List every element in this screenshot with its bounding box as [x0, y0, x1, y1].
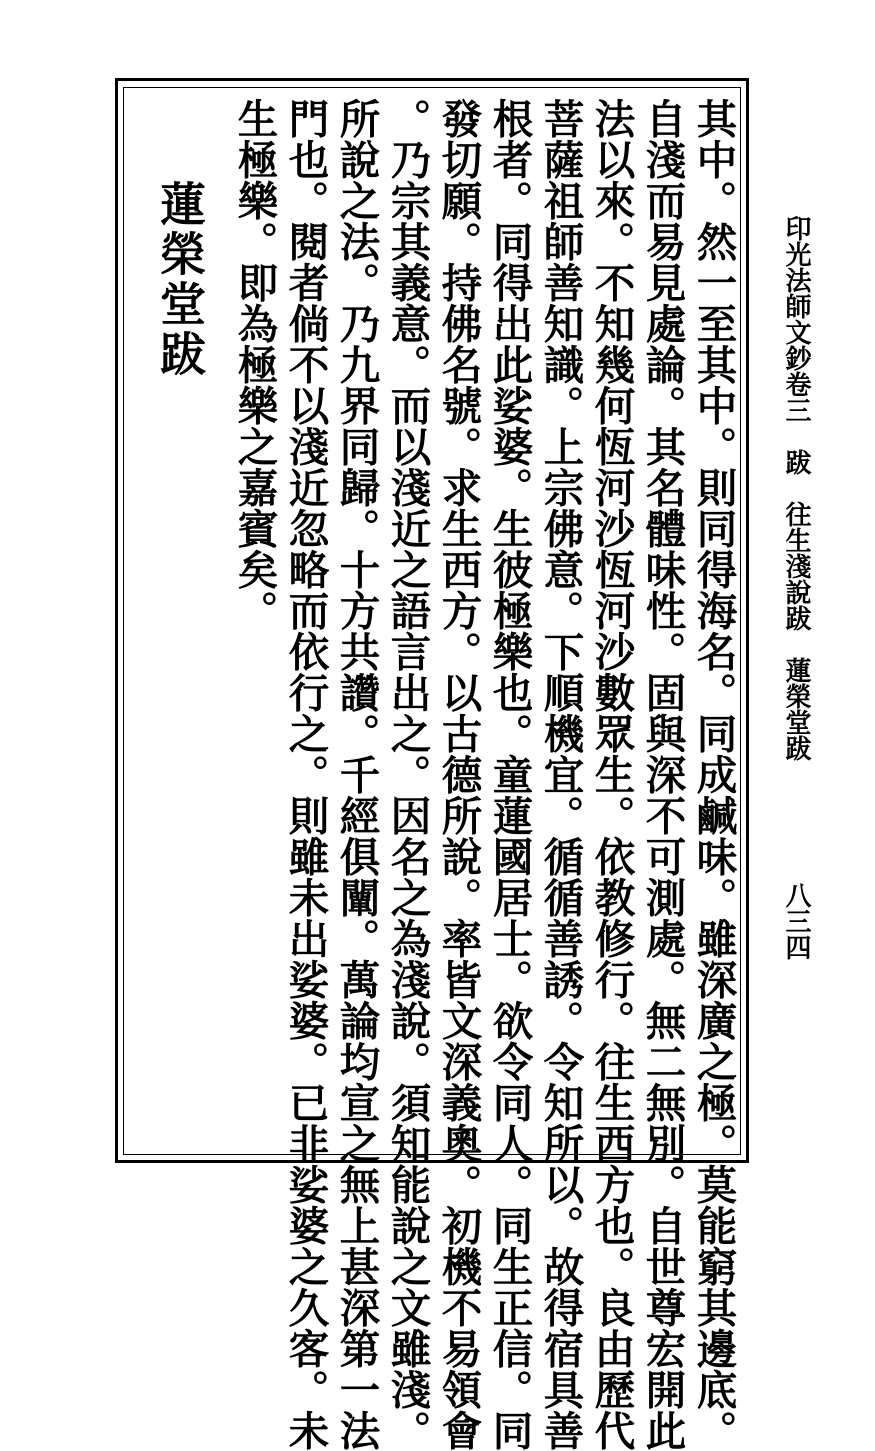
running-head	[775, 215, 809, 761]
running-head-item-2: 蓮榮堂跋	[781, 657, 811, 761]
text-column-1: 其中。然一至其中。則同得海名。同成鹹味。雖深廣之極。莫能窮其邊底。	[689, 98, 738, 1451]
text-column-5: 根者。同得出此娑婆。生彼極樂也。童蓮國居士。欲令同人。同生正信。同	[485, 98, 534, 1451]
text-column-8: 所說之法。乃九界同歸。十方共讚。千經俱闡。萬論均宣之無上甚深第一法	[332, 98, 381, 1451]
text-column-7: 。乃宗其義意。而以淺近之語言出之。因名之為淺說。須知能說之文雖淺。	[383, 98, 432, 1451]
text-column-2: 自淺而易見處論。其名體味性。固與深不可測處。無二無別。自世尊宏開此	[638, 98, 687, 1451]
running-head-section: 跋	[781, 449, 811, 475]
essay-title: 蓮榮堂跋	[153, 180, 207, 380]
text-column-4: 菩薩祖師善知識。上宗佛意。下順機宜。循循善誘。令知所以。故得宿具善	[536, 98, 585, 1451]
page-number: 八三四	[781, 882, 811, 960]
running-head-book: 印光法師文鈔卷三	[781, 215, 811, 423]
running-head-item-1: 往生淺說跋	[781, 501, 811, 631]
text-column-10: 生極樂。即為極樂之嘉賓矣。	[230, 98, 279, 631]
text-column-6: 發切願。持佛名號。求生西方。以古德所說。率皆文深義奧。初機不易領會	[434, 98, 483, 1451]
text-column-9: 門也。閱者倘不以淺近忽略而依行之。則雖未出娑婆。已非娑婆之久客。未	[281, 98, 330, 1451]
text-column-3: 法以來。不知幾何恆河沙恆河沙數眾生。依教修行。往生西方也。良由歷代	[587, 98, 636, 1451]
